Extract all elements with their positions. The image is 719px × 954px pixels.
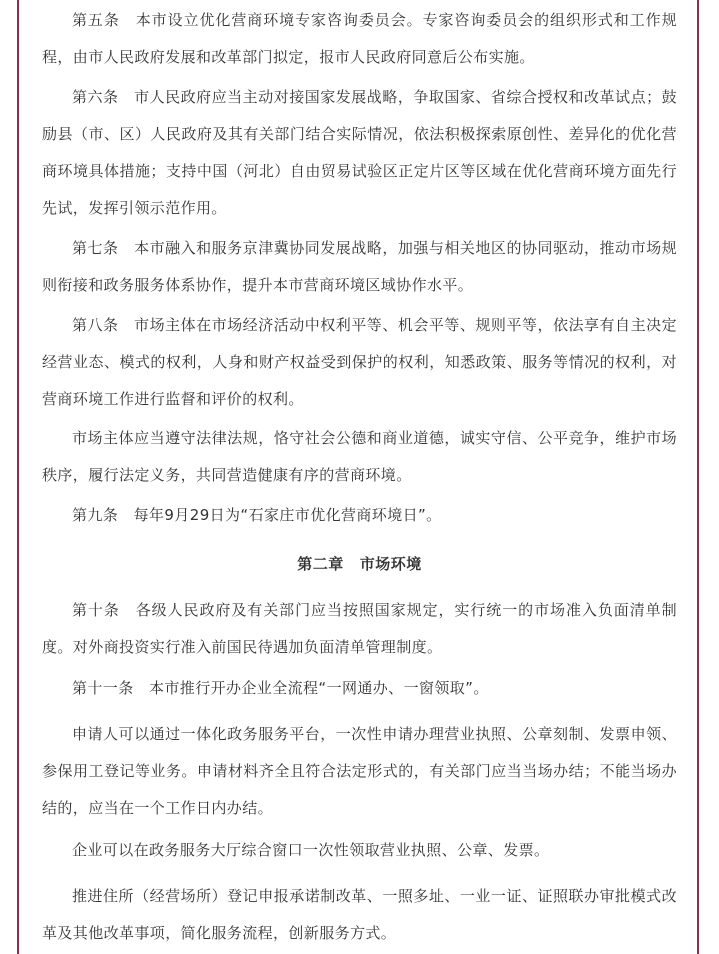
article-8-second-paragraph: 市场主体应当遵守法律法规，恪守社会公德和商业道德，诚实守信、公平竞争，维护市场秩序，履行法定义务，共同营造健康有序的营商环境。 [42,429,677,484]
article-11-third-paragraph: 企业可以在政务服务大厅综合窗口一次性领取营业执照、公章、发票。 [72,841,550,859]
chapter-title: 市场环境 [359,555,422,573]
article-7-paragraph: 第七条 本市融入和服务京津冀协同发展战略，加强与相关地区的协同驱动，推动市场规则衔接和政务服务体系协作，提升本市营商环境区域协作水平。 [42,239,677,294]
chapter-heading [42,546,677,583]
article-11-second-paragraph: 申请人可以通过一体化政务服务平台，一次性申请办理营业执照、公章刻制、发票申领、参保用工登记等业务。申请材料齐全且符合法定形式的，有关部门应当当场办结；不能当场办结的，应当在一个工作日内办结。 [42,725,677,817]
article-11-fourth-paragraph: 推进住所（经营场所）登记申报承诺制改革、一照多址、一业一证、证照联办审批模式改革及其他改革事项，简化服务流程，创新服务方式。 [42,887,677,942]
article-5-paragraph: 第五条 本市设立优化营商环境专家咨询委员会。专家咨询委员会的组织形式和工作规程，由市人民政府发展和改革部门拟定，报市人民政府同意后公布实施。 [42,11,677,66]
article-9-paragraph: 第九条 每年9月29日为“石家庄市优化营商环境日”。 [72,506,442,524]
article-11-paragraph: 第十一条 本市推行开办企业全流程“一网通办、一窗领取”。 [72,679,489,697]
article-10-paragraph: 第十条 各级人民政府及有关部门应当按照国家规定，实行统一的市场准入负面清单制度。对外商投资实行准入前国民待遇加负面清单管理制度。 [42,601,677,656]
article-6-paragraph: 第六条 市人民政府应当主动对接国家发展战略，争取国家、省综合授权和改革试点；鼓励县（市、区）人民政府及其有关部门结合实际情况，依法积极探索原创性、差异化的优化营商环境具体措施；支持中国（河北）自由贸易试验区正定片区等区域在优化营商环境方面先行先试，发挥引领示范作用。 [42,88,677,217]
article-8-paragraph: 第八条 市场主体在市场经济活动中权利平等、机会平等、规则平等，依法享有自主决定经营业态、模式的权利，人身和财产权益受到保护的权利，知悉政策、服务等情况的权利，对营商环境工作进行监督和评价的权利。 [42,316,677,408]
chapter-number: 第二章 [297,555,344,573]
